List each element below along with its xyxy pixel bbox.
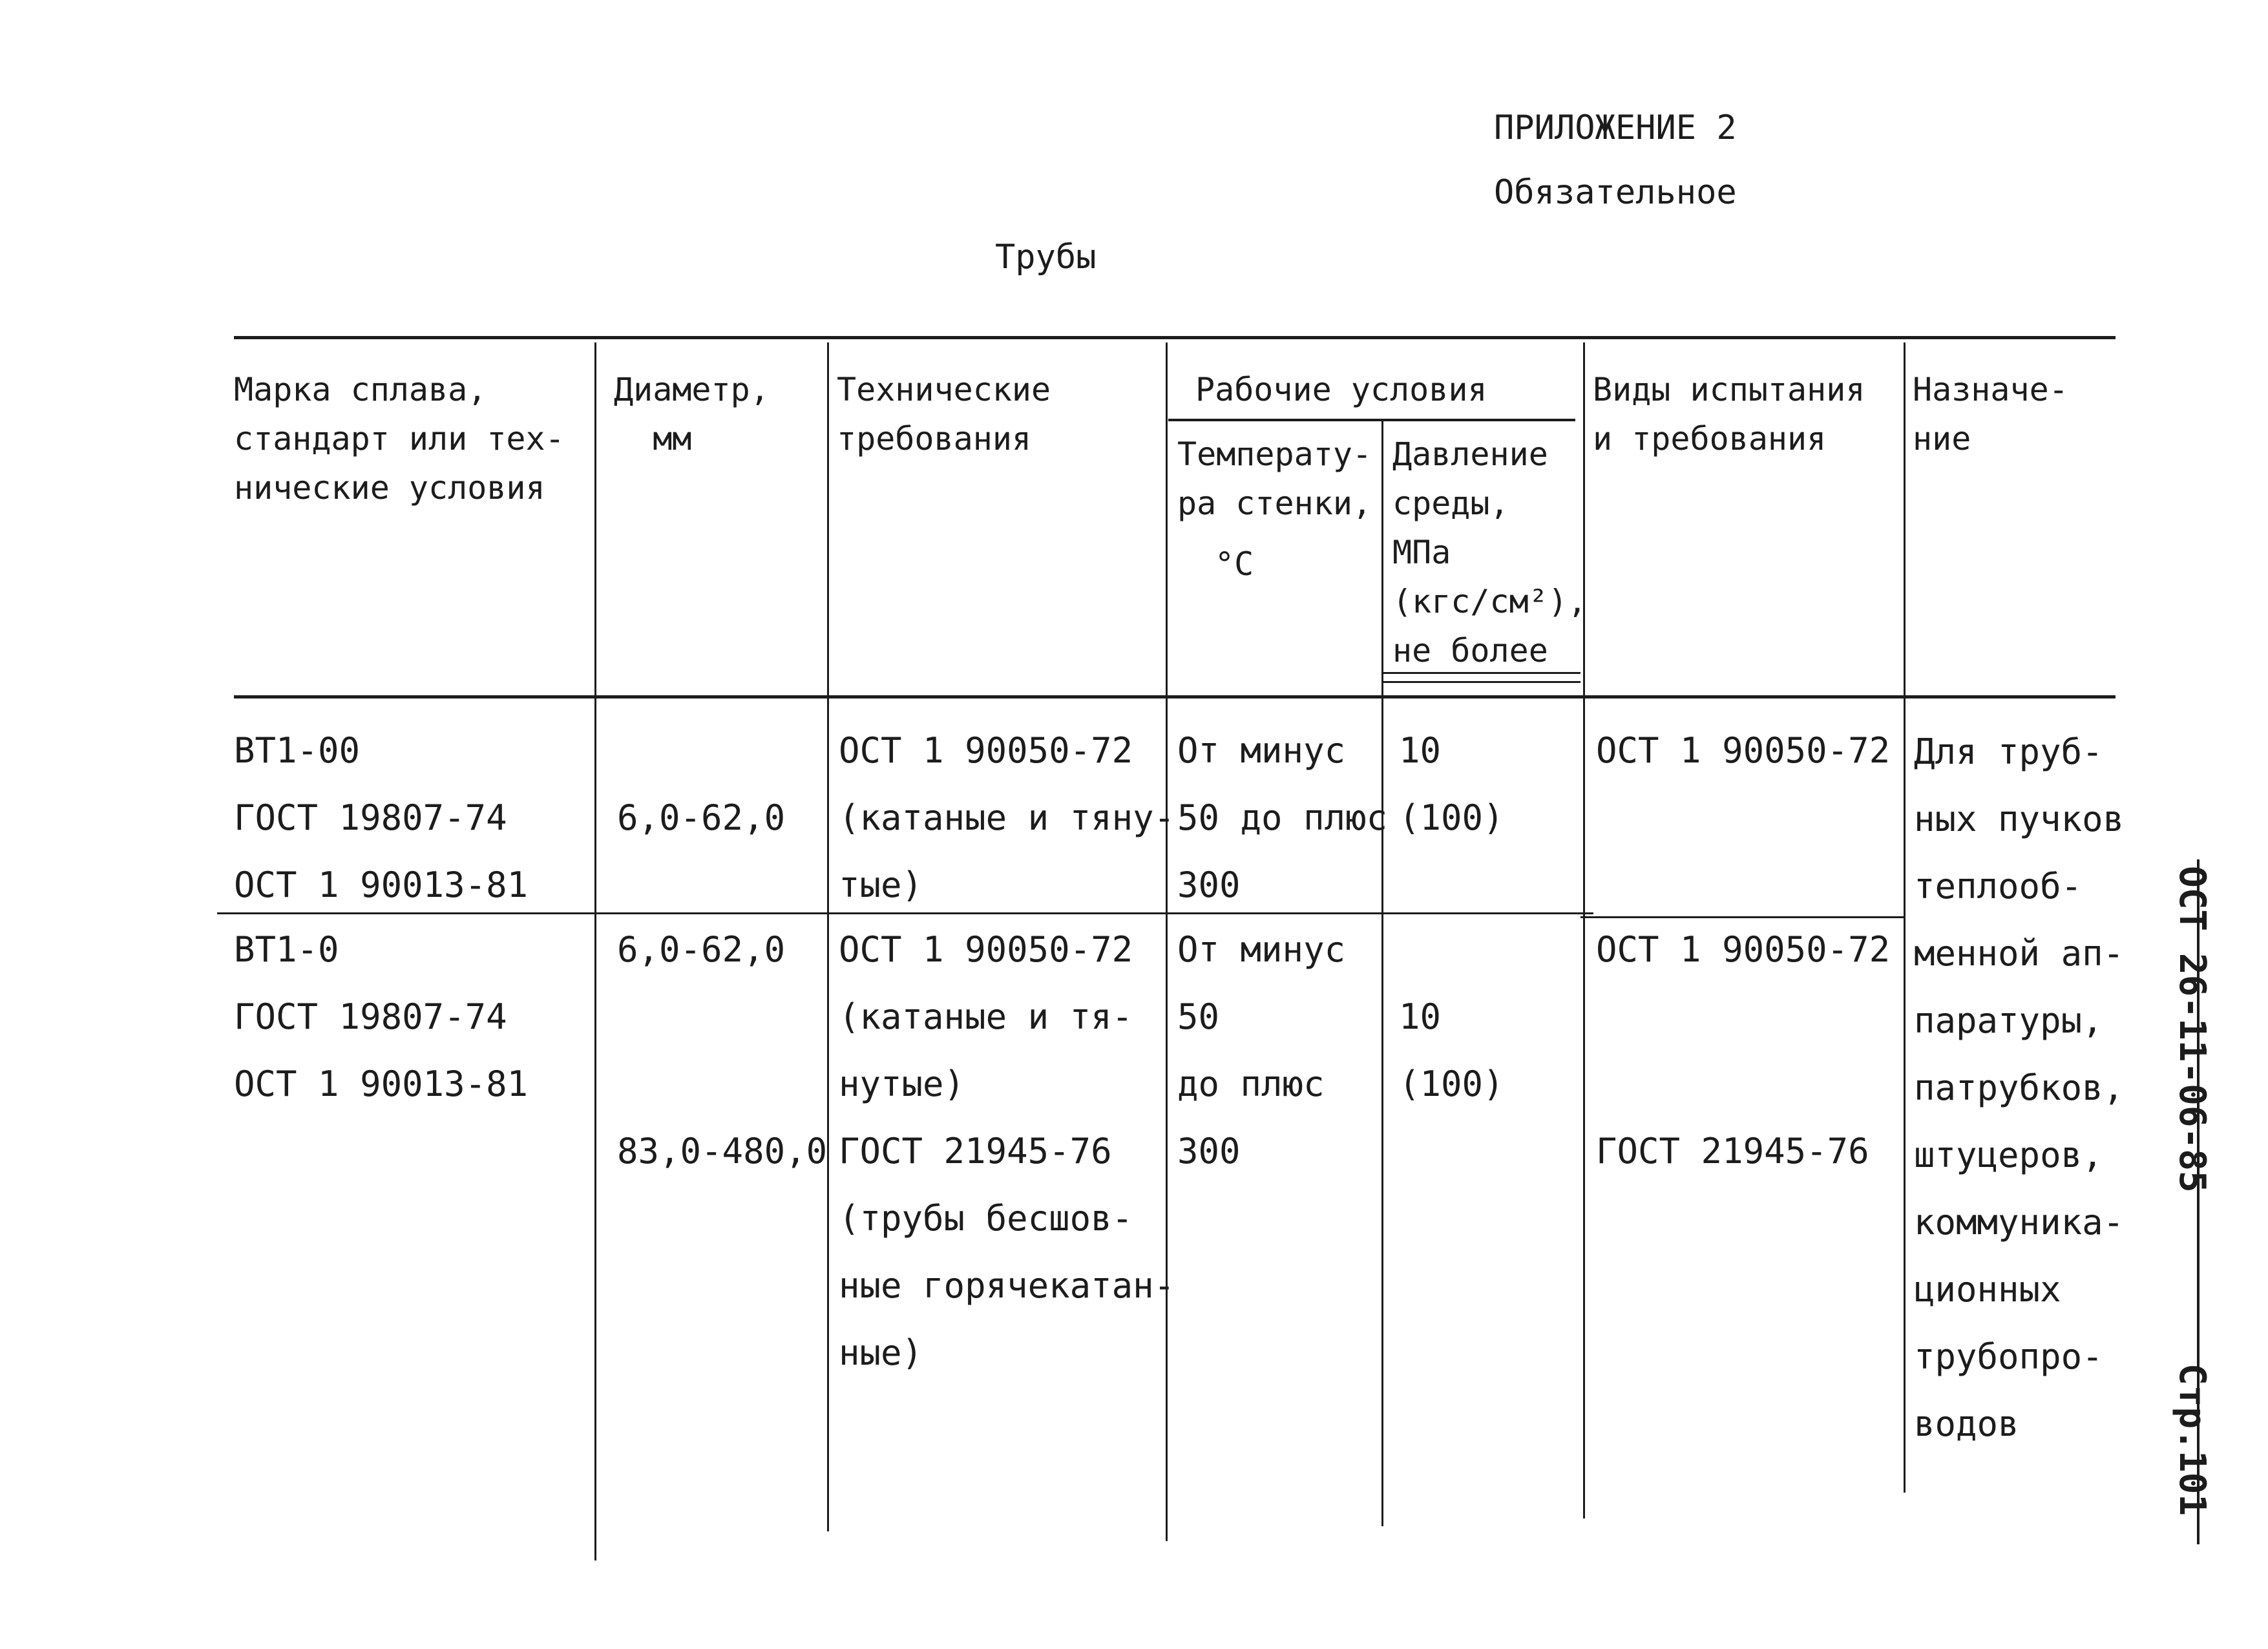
table-top-rule xyxy=(234,336,2116,339)
row2-tests: ОСТ 1 90050-72 ГОСТ 21945-76 xyxy=(1596,929,1891,1171)
header-tech: Технические требования xyxy=(837,371,1051,457)
pressure-double-rule-2 xyxy=(1383,681,1580,683)
col-line-2 xyxy=(827,342,829,1531)
side-doc-code: ОСТ 26-11-06-85 xyxy=(2171,866,2213,1193)
header-purpose: Назначе- ние xyxy=(1913,371,2068,457)
row1-grade: ВТ1-00 ГОСТ 19807-74 ОСТ 1 90013-81 xyxy=(234,730,529,905)
header-tests: Виды испытания и требования xyxy=(1593,371,1865,457)
row2-temp: От минус 50 до плюс 300 xyxy=(1177,929,1346,1171)
row1-diameter: 6,0-62,0 xyxy=(617,797,786,838)
col-line-4 xyxy=(1381,421,1383,1526)
header-grade: Марка сплава, стандарт или тех- нические условия xyxy=(234,371,565,507)
row1-temp: От минус 50 до плюс 300 xyxy=(1177,730,1388,905)
side-page: Стр.101 xyxy=(2171,1363,2213,1517)
row1-tech: ОСТ 1 90050-72 (катаные и тяну- тые) xyxy=(839,730,1175,905)
row2-grade: ВТ1-0 ГОСТ 19807-74 ОСТ 1 90013-81 xyxy=(234,929,529,1104)
header-pressure: Давление среды, МПа (кгс/см²), не более xyxy=(1392,436,1588,669)
appendix-label: ПРИЛОЖЕНИЕ 2 xyxy=(1494,109,1737,147)
row1-tests: ОСТ 1 90050-72 xyxy=(1596,730,1891,771)
header-diameter: Диаметр, мм xyxy=(614,371,770,457)
col-line-6 xyxy=(1904,342,1906,1493)
row2-diameter: 6,0-62,0 83,0-480,0 xyxy=(617,929,828,1171)
row2-tech: ОСТ 1 90050-72 (катаные и тя- нутые) ГОСТ 21945-76 (трубы бесшов- ные горячекатан- ные) xyxy=(839,929,1175,1373)
header-temp-unit: °С xyxy=(1215,545,1254,583)
header-temp: Температу- ра стенки, xyxy=(1177,436,1372,522)
col-line-1 xyxy=(594,342,596,1560)
row1-pressure: 10 (100) xyxy=(1399,730,1504,838)
row2-pressure: 10 (100) xyxy=(1399,996,1504,1104)
header-bottom-rule xyxy=(234,695,2116,698)
header-conditions: Рабочие условия xyxy=(1195,371,1487,408)
conditions-rule xyxy=(1168,419,1575,421)
appendix-status: Обязательное xyxy=(1494,173,1737,212)
table-title: Трубы xyxy=(995,238,1097,277)
purpose-cell: Для труб- ных пучков теплооб- менной ап- паратуры, патрубков, штуцеров, коммуника- ционных трубопро- водов xyxy=(1914,731,2125,1444)
